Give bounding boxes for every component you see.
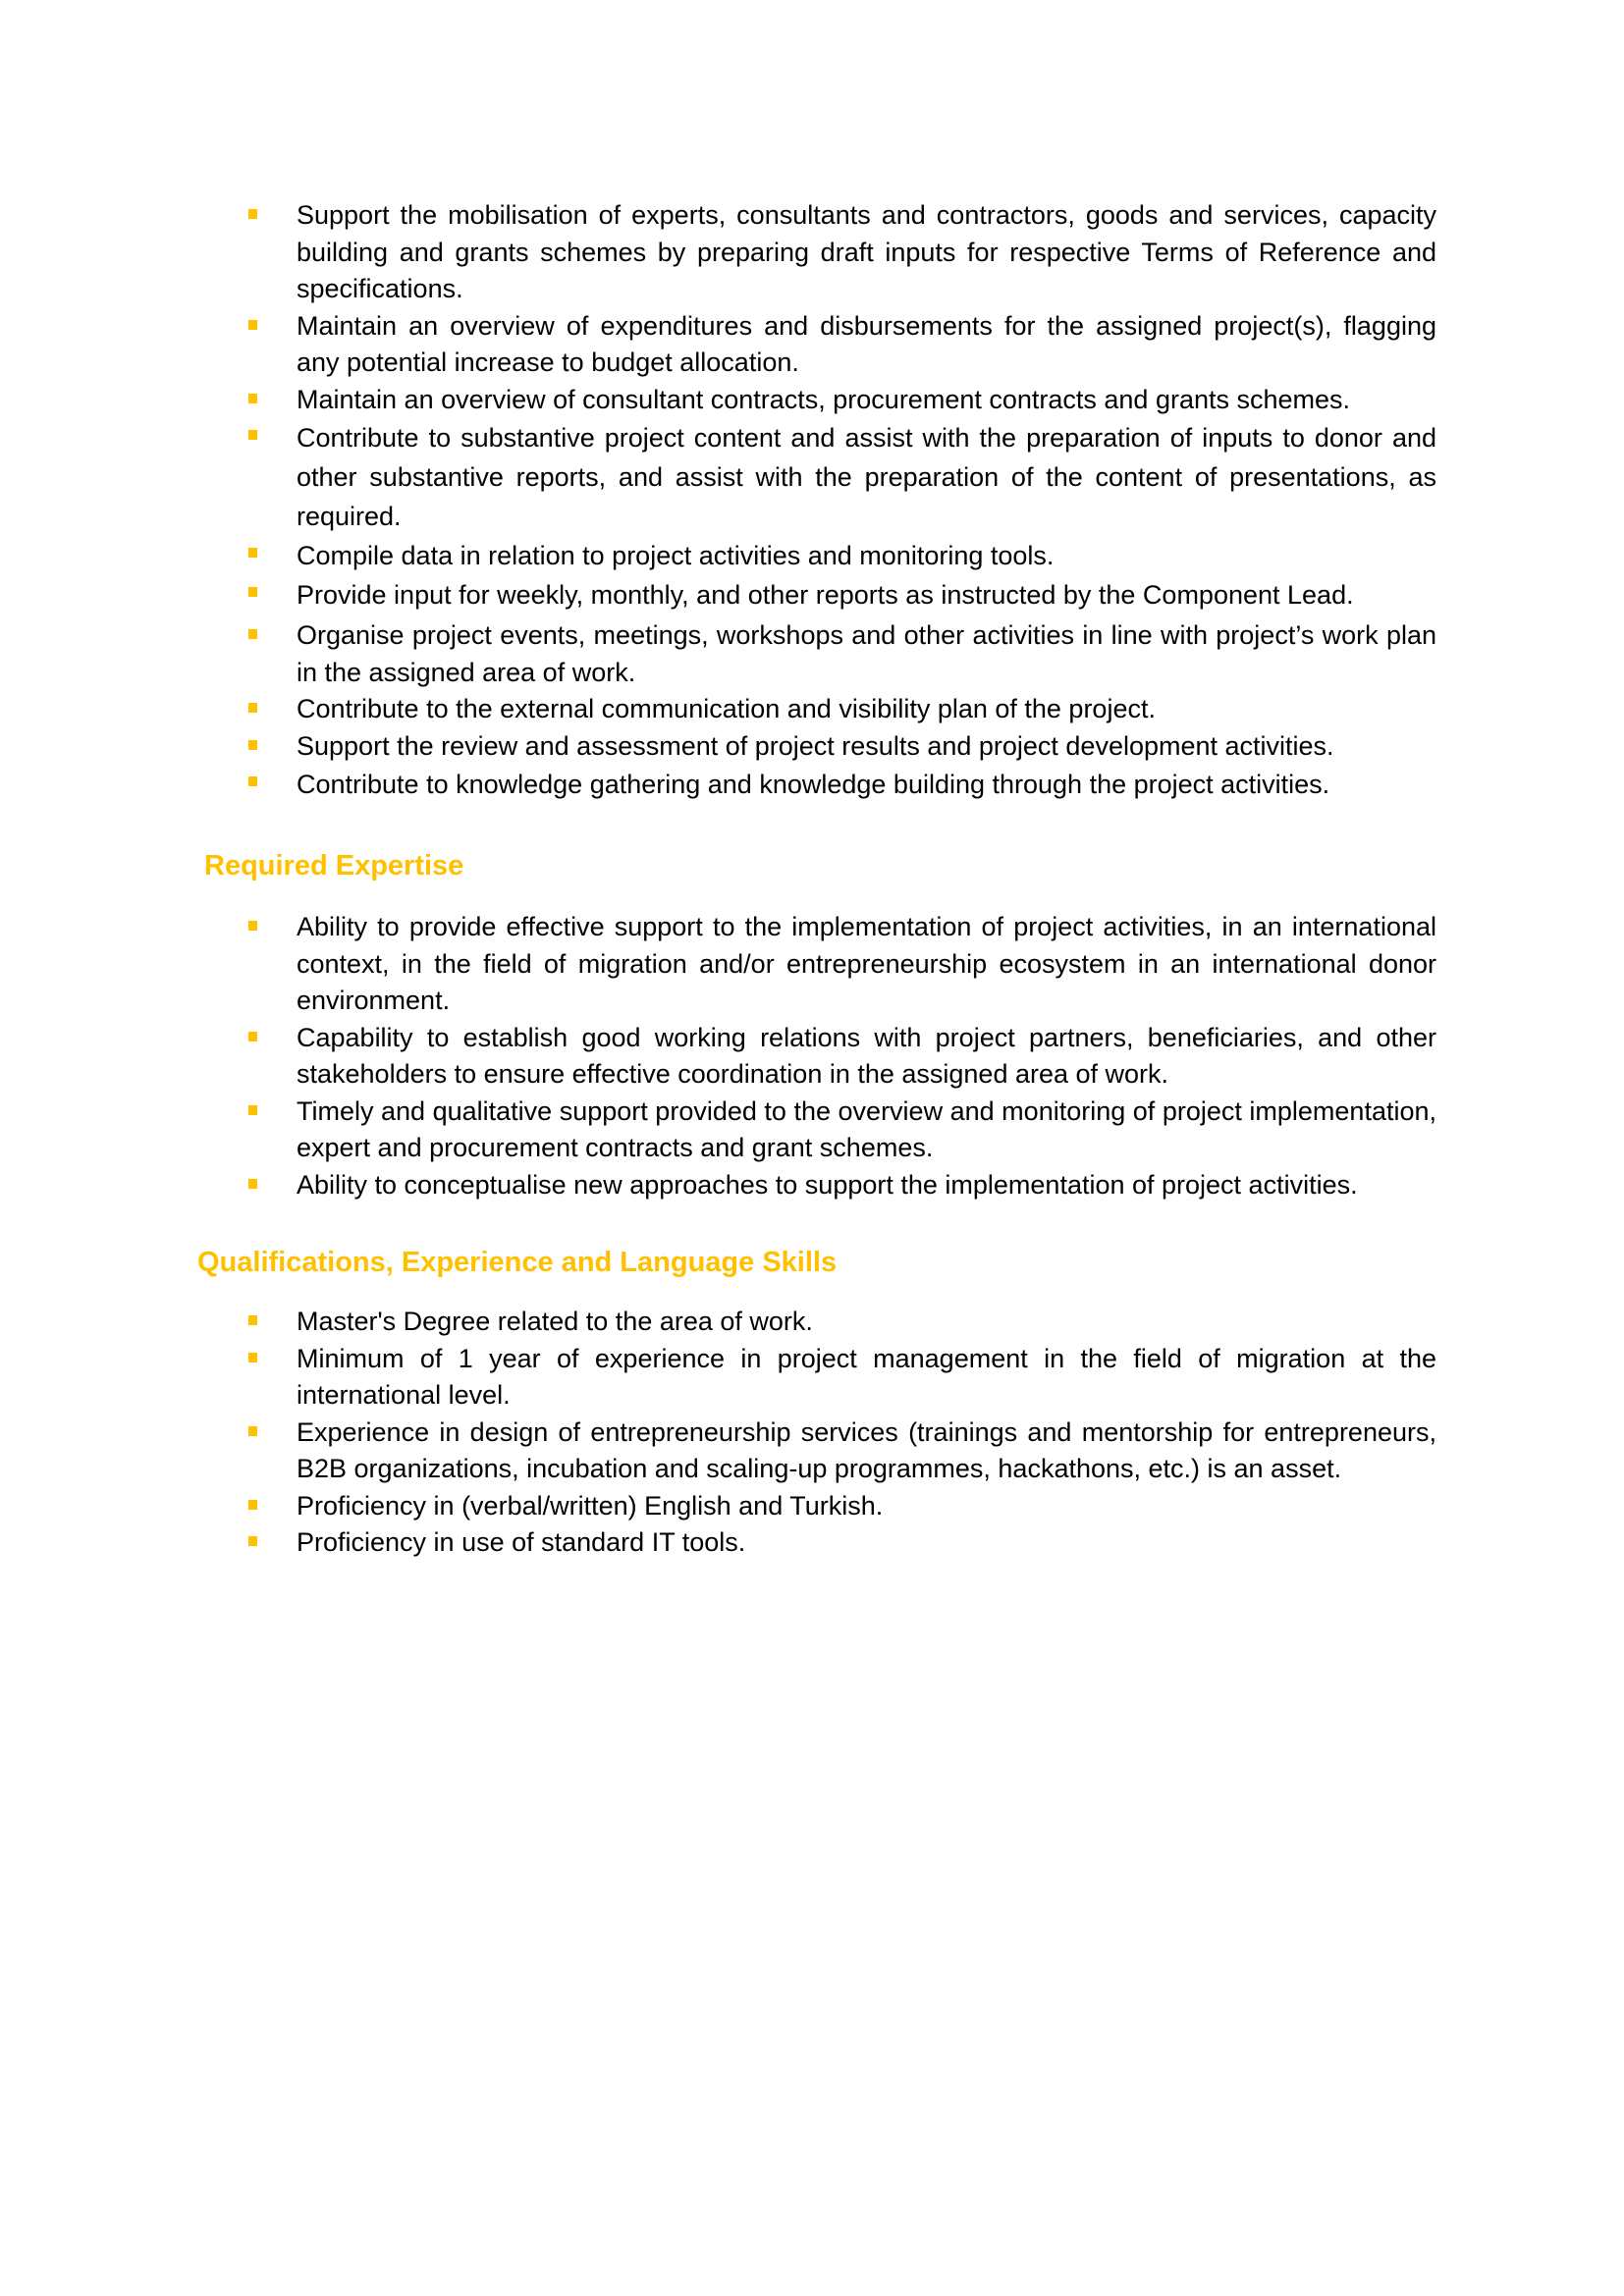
list-item xyxy=(248,1020,1436,1094)
list-item xyxy=(248,575,1436,614)
responsibilities-list xyxy=(248,197,1436,804)
list-item-text: Experience in design of entrepreneurship services (trainings and mentorship for entrepreneurs, B2B organizations, incubation and scaling-up programmes, hackathons, etc.) is an asset. xyxy=(297,1416,1436,1483)
square-bullet-icon xyxy=(248,430,257,440)
list-item-text: Organise project events, meetings, workshops and other activities in line with project’s work plan in the assigned area of work. xyxy=(297,620,1436,687)
list-item xyxy=(248,308,1436,382)
list-item-text: Contribute to the external communication and visibility plan of the project. xyxy=(297,694,1156,723)
list-item-text: Compile data in relation to project activities and monitoring tools. xyxy=(297,541,1055,570)
square-bullet-icon xyxy=(248,587,257,597)
list-item-text: Support the mobilisation of experts, consultants and contractors, goods and services, capacity building and grants schemes by preparing draft inputs for respective Terms of Reference and specifications. xyxy=(297,200,1436,303)
square-bullet-icon xyxy=(248,740,257,750)
list-item xyxy=(248,691,1436,728)
list-item-text: Contribute to knowledge gathering and knowledge building through the project activities. xyxy=(297,770,1330,799)
list-item-text: Provide input for weekly, monthly, and other reports as instructed by the Component Lead. xyxy=(297,580,1354,610)
list-item-text: Ability to conceptualise new approaches to support the implementation of project activities. xyxy=(297,1169,1358,1200)
list-item xyxy=(248,382,1436,419)
list-item-text: Master's Degree related to the area of work. xyxy=(297,1307,813,1336)
list-item-text: Capability to establish good working relations with project partners, beneficiaries, and other stakeholders to ensure effective coordination in the assigned area of work. xyxy=(297,1022,1436,1089)
list-item-text: Maintain an overview of expenditures and disbursements for the assigned project(s), flagging any potential increase to budget allocation. xyxy=(297,310,1436,377)
square-bullet-icon xyxy=(248,320,257,330)
list-item xyxy=(248,617,1436,691)
list-item-text: Ability to provide effective support to the implementation of project activities, in an international context, in the field of migration and/or entrepreneurship ecosystem in an international donor environment. xyxy=(297,912,1436,1015)
section-heading-qualifications: Qualifications, Experience and Language Skills xyxy=(197,1247,838,1278)
square-bullet-icon xyxy=(248,1179,257,1189)
list-item xyxy=(248,536,1436,575)
square-bullet-icon xyxy=(248,548,257,558)
square-bullet-icon xyxy=(248,703,257,713)
square-bullet-icon xyxy=(248,1353,257,1362)
list-item-text: Minimum of 1 year of experience in project management in the field of migration at the international level. xyxy=(297,1343,1436,1410)
list-item xyxy=(248,1304,1436,1341)
section-heading-required-expertise: Required Expertise xyxy=(204,850,464,881)
square-bullet-icon xyxy=(248,1500,257,1510)
list-item-text: Proficiency in use of standard IT tools. xyxy=(297,1527,746,1557)
list-item xyxy=(248,1488,1436,1525)
list-item-text: Proficiency in (verbal/written) English and Turkish. xyxy=(297,1490,884,1521)
square-bullet-icon xyxy=(248,394,257,403)
square-bullet-icon xyxy=(248,1536,257,1546)
list-item xyxy=(248,1094,1436,1167)
list-item xyxy=(248,418,1436,536)
square-bullet-icon xyxy=(248,1426,257,1436)
square-bullet-icon xyxy=(248,776,257,786)
list-item-text: Timely and qualitative support provided to the overview and monitoring of project implementation, expert and procurement contracts and grant schemes. xyxy=(297,1095,1436,1162)
qualifications-list xyxy=(248,1304,1436,1562)
list-item xyxy=(248,1341,1436,1415)
list-item xyxy=(248,1415,1436,1488)
required-expertise-list xyxy=(248,909,1436,1203)
square-bullet-icon xyxy=(248,1032,257,1041)
square-bullet-icon xyxy=(248,209,257,219)
square-bullet-icon xyxy=(248,1105,257,1115)
list-item-text: Maintain an overview of consultant contracts, procurement contracts and grants schemes. xyxy=(297,384,1351,414)
square-bullet-icon xyxy=(248,1315,257,1325)
list-item xyxy=(248,197,1436,308)
list-item xyxy=(248,909,1436,1020)
list-item xyxy=(248,728,1436,766)
square-bullet-icon xyxy=(248,921,257,931)
list-item xyxy=(248,1167,1436,1204)
list-item xyxy=(248,765,1436,804)
list-item-text: Support the review and assessment of project results and project development activities. xyxy=(297,730,1334,761)
square-bullet-icon xyxy=(248,629,257,639)
list-item-text: Contribute to substantive project content and assist with the preparation of inputs to donor and other substantive reports, and assist with the preparation of the content of presentations, as required. xyxy=(297,423,1436,531)
list-item xyxy=(248,1524,1436,1562)
